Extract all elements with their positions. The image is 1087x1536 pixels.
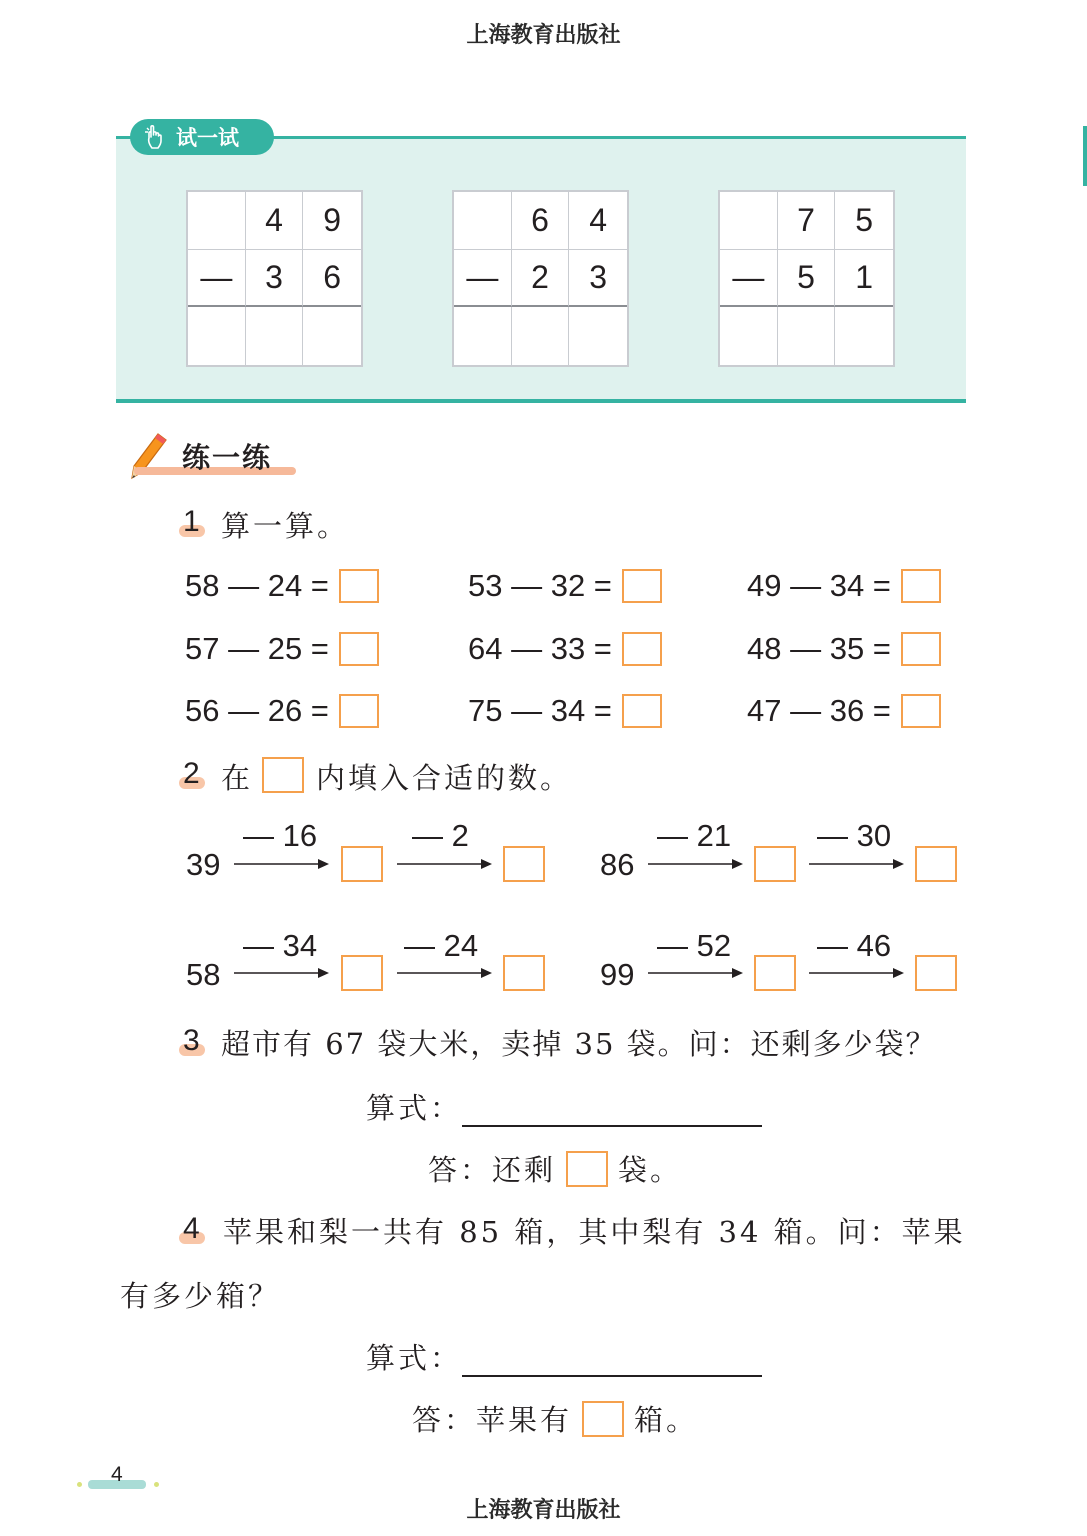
- arrow-right-icon: [648, 966, 744, 980]
- page-number: 4: [111, 1463, 123, 1486]
- vertical-subtraction-grid-1: [186, 190, 363, 367]
- answer-box[interactable]: [622, 694, 662, 728]
- digit: 4: [569, 192, 627, 250]
- answer-cell[interactable]: [512, 307, 570, 365]
- digit: 5: [835, 192, 893, 250]
- answer-box[interactable]: [622, 632, 662, 666]
- chain-operation: — 16: [243, 818, 318, 853]
- question-2-title-start: 在: [221, 761, 254, 795]
- decor-dot: [154, 1482, 159, 1487]
- chain-operation: — 52: [657, 928, 732, 963]
- question-4-text-line1: 苹果和梨一共有 85 箱，其中梨有 34 箱。问：苹果: [223, 1215, 966, 1249]
- chain-start: 99: [600, 957, 635, 992]
- answer-cell[interactable]: [188, 307, 246, 365]
- answer-box[interactable]: [503, 955, 545, 991]
- answer-box[interactable]: [341, 955, 383, 991]
- equation: 53 — 32 =: [468, 566, 662, 606]
- answer-row: [412, 1398, 698, 1439]
- answer-cell[interactable]: [778, 307, 836, 365]
- answer-box[interactable]: [901, 694, 941, 728]
- decor-dot: [77, 1482, 82, 1487]
- question-4-text-line2: 有多少箱？: [120, 1279, 281, 1313]
- vertical-subtraction-grid-3: [718, 190, 895, 367]
- arrow-right-icon: [648, 857, 744, 871]
- equation: 49 — 34 =: [747, 566, 941, 606]
- equation: 57 — 25 =: [185, 629, 379, 669]
- question-number-1: 1: [183, 505, 200, 538]
- answer-box[interactable]: [566, 1151, 608, 1187]
- chain-operation: — 34: [243, 928, 318, 963]
- digit: 9: [303, 192, 361, 250]
- answer-box[interactable]: [339, 569, 379, 603]
- question-number-2: 2: [183, 757, 200, 790]
- equation: 58 — 24 =: [185, 566, 379, 606]
- answer-box[interactable]: [341, 846, 383, 882]
- digit: 4: [246, 192, 304, 250]
- answer-label: 答：苹果有: [412, 1403, 573, 1437]
- chain-operation: — 21: [657, 818, 732, 853]
- answer-cell[interactable]: [569, 307, 627, 365]
- answer-box[interactable]: [582, 1401, 624, 1437]
- vertical-subtraction-grid-2: [452, 190, 629, 367]
- equation: 48 — 35 =: [747, 629, 941, 669]
- arrow-right-icon: [397, 966, 493, 980]
- chain-start: 58: [186, 957, 221, 992]
- equation: 75 — 34 =: [468, 691, 662, 731]
- question-3-text: 超市有 67 袋大米，卖掉 35 袋。问：还剩多少袋？: [221, 1027, 937, 1061]
- chain-start: 39: [186, 847, 221, 882]
- equation: 47 — 36 =: [747, 691, 941, 731]
- chain-operation: — 2: [412, 818, 469, 853]
- minus-sign: —: [454, 250, 512, 308]
- chain-operation: — 46: [817, 928, 892, 963]
- answer-box[interactable]: [754, 955, 796, 991]
- equation: 56 — 26 =: [185, 691, 379, 731]
- answer-box[interactable]: [622, 569, 662, 603]
- publisher-header: 上海教育出版社: [466, 23, 621, 48]
- digit: 6: [512, 192, 570, 250]
- digit: 6: [303, 250, 361, 308]
- chain-operation: — 24: [404, 928, 479, 963]
- answer-box[interactable]: [503, 846, 545, 882]
- formula-answer-line[interactable]: [462, 1345, 762, 1377]
- answer-cell[interactable]: [246, 307, 304, 365]
- answer-box[interactable]: [915, 846, 957, 882]
- answer-cell[interactable]: [720, 307, 778, 365]
- minus-sign: —: [720, 250, 778, 308]
- formula-answer-line[interactable]: [462, 1095, 762, 1127]
- answer-row: [428, 1148, 682, 1189]
- minus-sign: —: [188, 250, 246, 308]
- try-it-tag: [130, 119, 274, 155]
- answer-unit: 箱。: [634, 1403, 699, 1437]
- digit: 2: [512, 250, 570, 308]
- question-1-title: 算一算。: [221, 509, 350, 543]
- answer-cell[interactable]: [454, 307, 512, 365]
- digit: 5: [778, 250, 836, 308]
- equation: 64 — 33 =: [468, 629, 662, 669]
- arrow-right-icon: [234, 857, 330, 871]
- answer-box[interactable]: [339, 632, 379, 666]
- page-edge-mark: [1083, 126, 1087, 186]
- sample-box-icon: [262, 757, 304, 793]
- formula-label: 算式：: [366, 1341, 463, 1375]
- answer-box[interactable]: [754, 846, 796, 882]
- digit: 3: [246, 250, 304, 308]
- arrow-right-icon: [809, 966, 905, 980]
- hand-pointer-icon: [144, 124, 168, 150]
- arrow-right-icon: [397, 857, 493, 871]
- question-number-4: 4: [183, 1212, 200, 1245]
- answer-unit: 袋。: [618, 1153, 683, 1187]
- arrow-right-icon: [234, 966, 330, 980]
- answer-box[interactable]: [915, 955, 957, 991]
- digit: 7: [778, 192, 836, 250]
- digit: 3: [569, 250, 627, 308]
- digit: 1: [835, 250, 893, 308]
- answer-box[interactable]: [901, 632, 941, 666]
- formula-row: [366, 1336, 762, 1377]
- practice-title: 练一练: [182, 441, 273, 474]
- answer-label: 答：还剩: [428, 1153, 557, 1187]
- try-it-label: 试一试: [176, 126, 239, 150]
- publisher-footer: 上海教育出版社: [466, 1498, 621, 1523]
- formula-label: 算式：: [366, 1091, 463, 1125]
- answer-cell[interactable]: [835, 307, 893, 365]
- formula-row: [366, 1086, 762, 1127]
- answer-box[interactable]: [901, 569, 941, 603]
- answer-cell[interactable]: [303, 307, 361, 365]
- question-2-title-end: 内填入合适的数。: [316, 761, 573, 795]
- chain-start: 86: [600, 847, 635, 882]
- answer-box[interactable]: [339, 694, 379, 728]
- arrow-right-icon: [809, 857, 905, 871]
- chain-operation: — 30: [817, 818, 892, 853]
- question-number-3: 3: [183, 1024, 200, 1057]
